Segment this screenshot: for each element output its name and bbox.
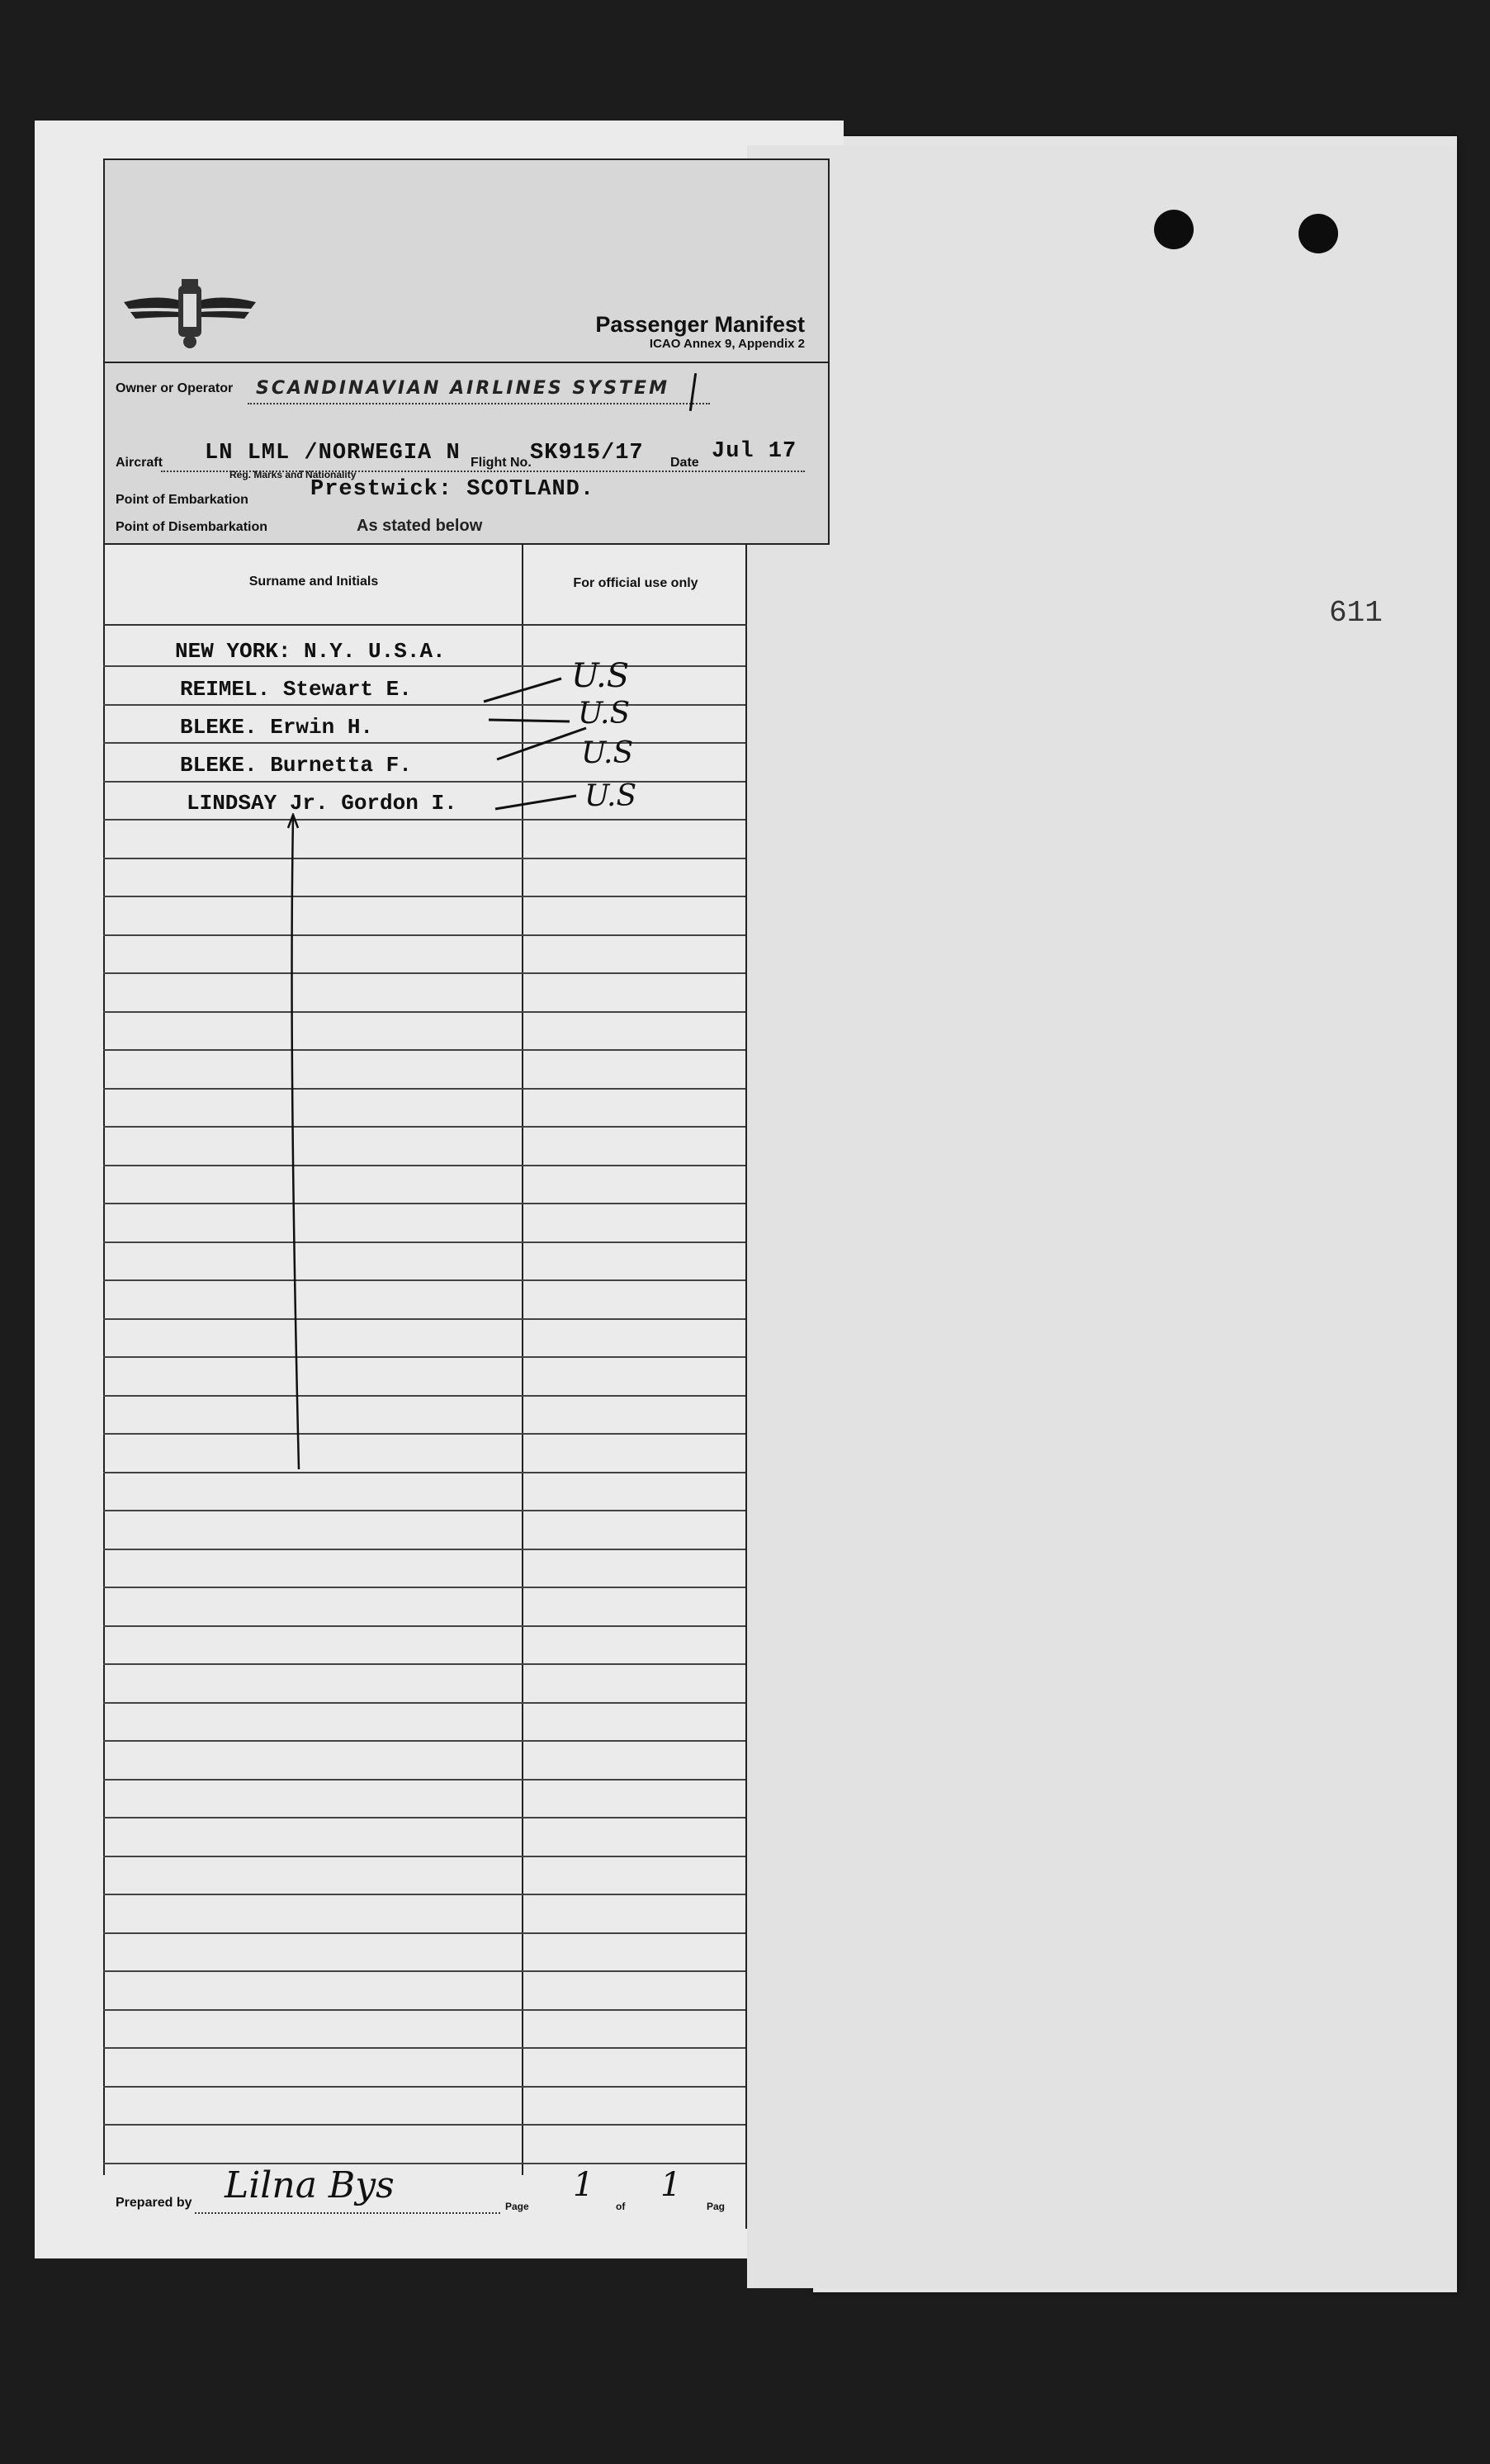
table-row: LINDSAY Jr. Gordon I.	[187, 791, 457, 816]
manifest-subtitle: ICAO Annex 9, Appendix 2	[649, 337, 805, 351]
table-row: REIMEL. Stewart E.	[180, 677, 412, 702]
table-rule-line	[103, 2124, 745, 2126]
page-value: 1	[573, 2166, 594, 2204]
table-rule-line	[103, 1126, 745, 1128]
table-rule-line	[103, 1011, 745, 1013]
table-rule-line	[103, 1088, 745, 1090]
official-mark: U.S	[571, 657, 630, 695]
blank-right-panel	[747, 145, 1457, 2288]
aircraft-value: LN LML /NORWEGIA N	[205, 441, 461, 466]
aircraft-label: Aircraft	[116, 456, 163, 470]
preparer-signature: Lilna Bys	[225, 2164, 395, 2206]
date-label: Date	[670, 456, 699, 470]
table-rule-line	[103, 1779, 745, 1781]
header-row-line	[103, 624, 747, 626]
table-rule-line	[103, 1625, 745, 1627]
table-rule-line	[103, 2047, 745, 2049]
official-mark: U.S	[584, 779, 637, 813]
table-rule-line	[103, 1970, 745, 1972]
table-rule-line	[103, 1472, 745, 1473]
prepared-dotline	[195, 2212, 500, 2214]
table-row: BLEKE. Burnetta F.	[180, 753, 412, 778]
table-rule-line	[103, 1663, 745, 1665]
manifest-title: Passenger Manifest	[595, 312, 805, 337]
embarkation-value: Prestwick: SCOTLAND.	[310, 477, 595, 502]
table-left-border	[103, 545, 105, 2175]
table-row: BLEKE. Erwin H.	[180, 715, 374, 740]
table-rule-line	[103, 1702, 745, 1704]
page-label: Page	[505, 2201, 529, 2212]
table-rule-line	[103, 972, 745, 974]
table-row-destination: NEW YORK: N.Y. U.S.A.	[175, 639, 446, 664]
header-divider	[103, 362, 830, 363]
table-rule-line	[103, 2086, 745, 2088]
owner-dotline	[248, 403, 710, 404]
table-rule-line	[103, 2163, 745, 2164]
embarkation-label: Point of Embarkation	[116, 493, 248, 507]
prepared-by-label: Prepared by	[116, 2196, 192, 2210]
disembarkation-value: As stated below	[357, 517, 483, 535]
disembarkation-label: Point of Disembarkation	[116, 520, 268, 534]
aircraft-dotline	[161, 471, 805, 472]
owner-value: SCANDINAVIAN AIRLINES SYSTEM	[256, 378, 669, 399]
table-rule-line	[103, 1203, 745, 1204]
table-rule-line	[103, 1395, 745, 1397]
pages-label: Pag	[707, 2201, 726, 2212]
reg-marks-label: Reg. Marks and Nationality	[229, 469, 357, 480]
airline-winged-logo-icon	[124, 271, 256, 353]
table-rule-line	[103, 896, 745, 897]
table-rule-line	[103, 1433, 745, 1435]
table-rule-line	[103, 1356, 745, 1358]
punch-hole	[1298, 214, 1338, 253]
flight-label: Flight No.	[471, 456, 532, 470]
table-rule-line	[103, 1049, 745, 1051]
punch-hole	[1154, 210, 1194, 249]
official-mark: U.S	[578, 697, 631, 731]
table-rule-line	[103, 1510, 745, 1511]
of-label: of	[616, 2201, 626, 2212]
page-number: 611	[1329, 596, 1383, 630]
table-rule-line	[103, 858, 745, 859]
table-rule-line	[103, 934, 745, 936]
column-official-header: For official use only	[573, 576, 698, 590]
table-rule-line	[103, 1165, 745, 1166]
table-rule-line	[103, 1740, 745, 1742]
table-rule-line	[103, 2009, 745, 2011]
table-rule-line	[103, 1856, 745, 1857]
of-value: 1	[660, 2166, 682, 2204]
ditto-arrow-line	[281, 813, 305, 1473]
owner-label: Owner or Operator	[116, 381, 234, 395]
table-rule-line	[103, 1894, 745, 1895]
flight-value: SK915/17	[530, 441, 644, 466]
official-mark: U.S	[581, 736, 634, 770]
column-surname-header: Surname and Initials	[248, 575, 379, 589]
table-rule-line	[103, 1817, 745, 1818]
table-rule-line	[103, 1318, 745, 1320]
table-right-border	[745, 545, 747, 2229]
table-rule-line	[103, 1241, 745, 1243]
table-rule-line	[103, 1549, 745, 1550]
table-rule-line	[103, 1587, 745, 1588]
date-value: Jul 17	[712, 439, 797, 464]
table-rule-line	[103, 1279, 745, 1281]
table-rule-line	[103, 1932, 745, 1934]
